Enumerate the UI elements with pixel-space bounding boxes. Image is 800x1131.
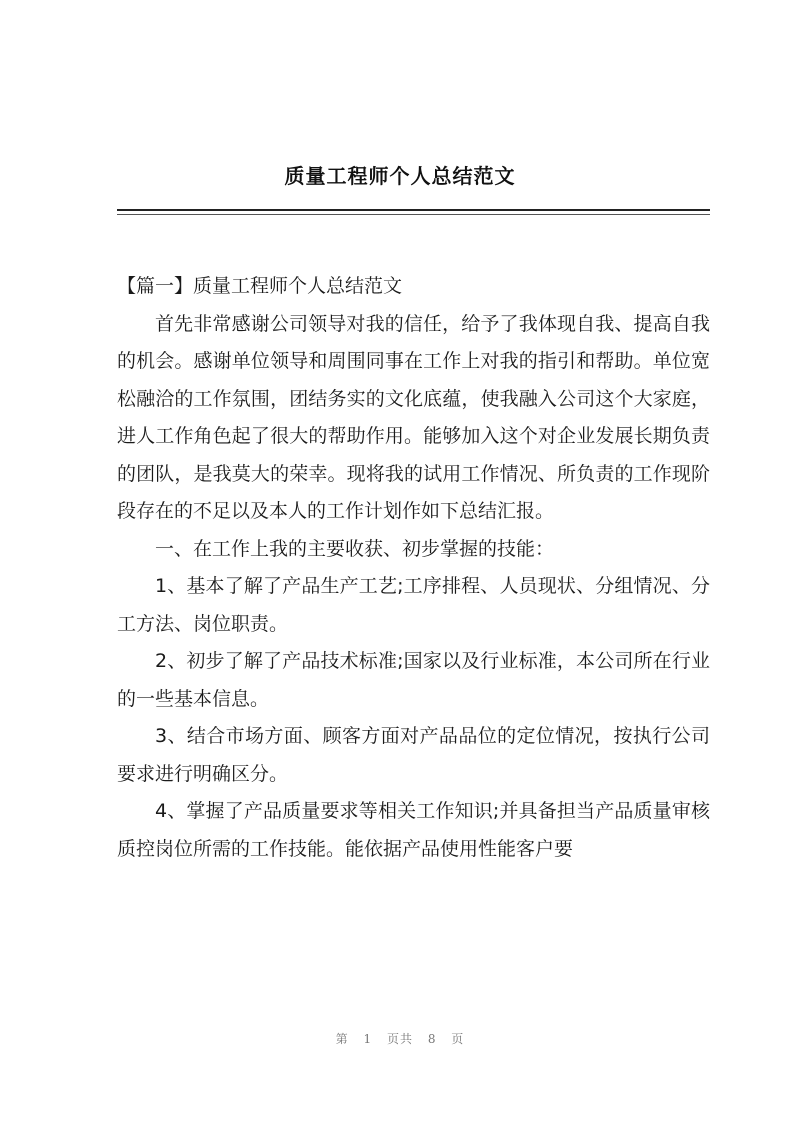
paragraph-subheading: 一、在工作上我的主要收获、初步掌握的技能： <box>155 537 555 560</box>
footer-current-page: 1 <box>363 1032 373 1046</box>
paragraph-item-3: 3、结合市场方面、顾客方面对产品品位的定位情况，按执行公司要求进行明确区分。 <box>117 725 710 785</box>
document-title: 质量工程师个人总结范文 <box>284 164 516 188</box>
paragraph-item-2: 2、初步了解了产品技术标准;国家以及行业标准，本公司所在行业的一些基本信息。 <box>117 650 710 710</box>
paragraph-item-4: 4、掌握了产品质量要求等相关工作知识;并具备担当产品质量审核质控岗位所需的工作技能。能依据产品使用性能客户要 <box>117 800 710 860</box>
footer-total-pages: 8 <box>427 1032 437 1046</box>
document-body <box>117 268 710 868</box>
title-divider-thick <box>117 209 710 211</box>
paragraph-intro: 首先非常感谢公司领导对我的信任，给予了我体现自我、提高自我的机会。感谢单位领导和周围同事在工作上对我的指引和帮助。单位宽松融洽的工作氛围，团结务实的文化底蕴，使我融入公司这个大家庭，进人工作角色起了很大的帮助作用。能够加入这个对企业发展长期负责的团队，是我莫大的荣幸。现将我的试用工作情况、所负责的工作现阶段存在的不足以及本人的工作计划作如下总结汇报。 <box>117 312 710 522</box>
title-divider-thin <box>117 214 710 215</box>
section-heading: 【篇一】质量工程师个人总结范文 <box>117 275 403 297</box>
footer-label-page: 第 <box>335 1032 349 1046</box>
footer-label-of: 页共 <box>386 1032 413 1046</box>
page-footer <box>0 1030 800 1047</box>
paragraph-item-1: 1、基本了解了产品生产工艺;工序排程、人员现状、分组情况、分工方法、岗位职责。 <box>117 575 710 635</box>
footer-label-pages: 页 <box>451 1032 465 1046</box>
